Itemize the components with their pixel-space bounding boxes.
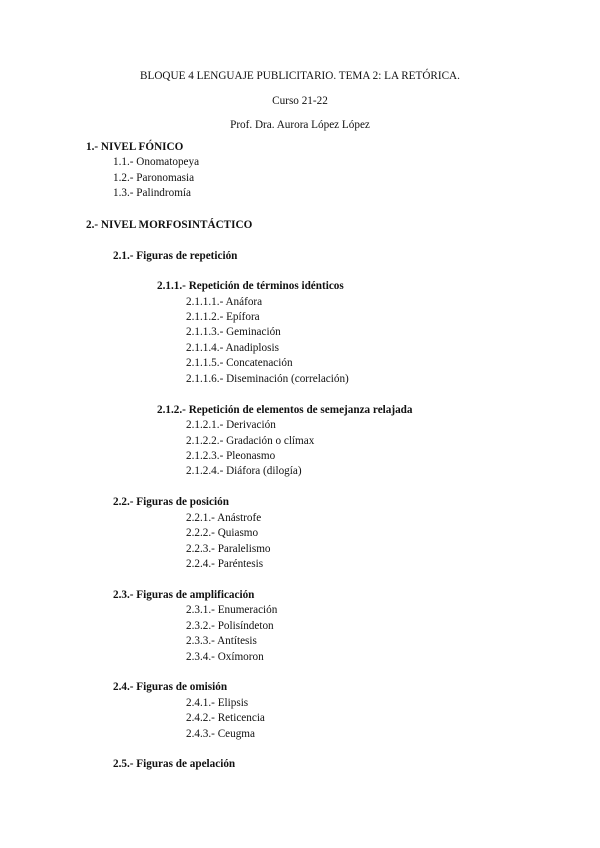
outline-item: 1.3.- Palindromía (113, 187, 191, 199)
outline-item: 2.1.1.5.- Concatenación (186, 357, 293, 369)
outline-item: 2.1.2.2.- Gradación o clímax (186, 435, 315, 447)
outline-item: 2.1.1.2.- Epífora (186, 311, 260, 323)
section-heading-nivel-fonico: 1.- NIVEL FÓNICO (86, 141, 184, 153)
outline-item: 2.3.4.- Oxímoron (186, 651, 264, 663)
section-heading-nivel-morfosintactico: 2.- NIVEL MORFOSINTÁCTICO (86, 219, 253, 231)
outline-item: 2.2.3.- Paralelismo (186, 543, 271, 555)
subsubsection-heading-terminos-identicos: 2.1.1.- Repetición de términos idénticos (157, 280, 344, 292)
outline-item: 1.1.- Onomatopeya (113, 156, 200, 168)
subsection-heading-apelacion: 2.5.- Figuras de apelación (113, 758, 236, 770)
subsection-heading-omision: 2.4.- Figuras de omisión (113, 681, 228, 693)
course-label: Curso 21-22 (272, 95, 328, 107)
outline-item: 2.3.1.- Enumeración (186, 604, 278, 616)
outline-item: 2.1.1.1.- Anáfora (186, 296, 263, 308)
outline-item: 2.1.1.6.- Diseminación (correlación) (186, 373, 349, 385)
outline-item: 2.3.3.- Antítesis (186, 635, 257, 647)
outline-item: 2.1.2.4.- Diáfora (dilogía) (186, 465, 302, 477)
outline-item: 2.2.2.- Quiasmo (186, 527, 259, 539)
outline-item: 2.1.1.3.- Geminación (186, 326, 281, 338)
subsection-heading-amplificacion: 2.3.- Figuras de amplificación (113, 589, 255, 601)
outline-item: 2.2.4.- Paréntesis (186, 558, 264, 570)
document-title: BLOQUE 4 LENGUAJE PUBLICITARIO. TEMA 2: LA RETÓRICA. (140, 70, 460, 82)
outline-item: 2.3.2.- Polisíndeton (186, 620, 274, 632)
outline-item: 1.2.- Paronomasia (113, 172, 195, 184)
outline-item: 2.4.1.- Elipsis (186, 697, 249, 709)
outline-item: 2.2.1.- Anástrofe (186, 512, 262, 524)
subsection-heading-repeticion: 2.1.- Figuras de repetición (113, 250, 238, 262)
outline-item: 2.4.3.- Ceugma (186, 728, 255, 740)
outline-item: 2.1.2.1.- Derivación (186, 419, 276, 431)
professor-label: Prof. Dra. Aurora López López (230, 119, 370, 131)
outline-item: 2.4.2.- Reticencia (186, 712, 265, 724)
subsubsection-heading-semejanza-relajada: 2.1.2.- Repetición de elementos de semejanza relajada (157, 404, 413, 416)
outline-item: 2.1.1.4.- Anadiplosis (186, 342, 279, 354)
outline-item: 2.1.2.3.- Pleonasmo (186, 450, 276, 462)
subsection-heading-posicion: 2.2.- Figuras de posición (113, 496, 229, 508)
